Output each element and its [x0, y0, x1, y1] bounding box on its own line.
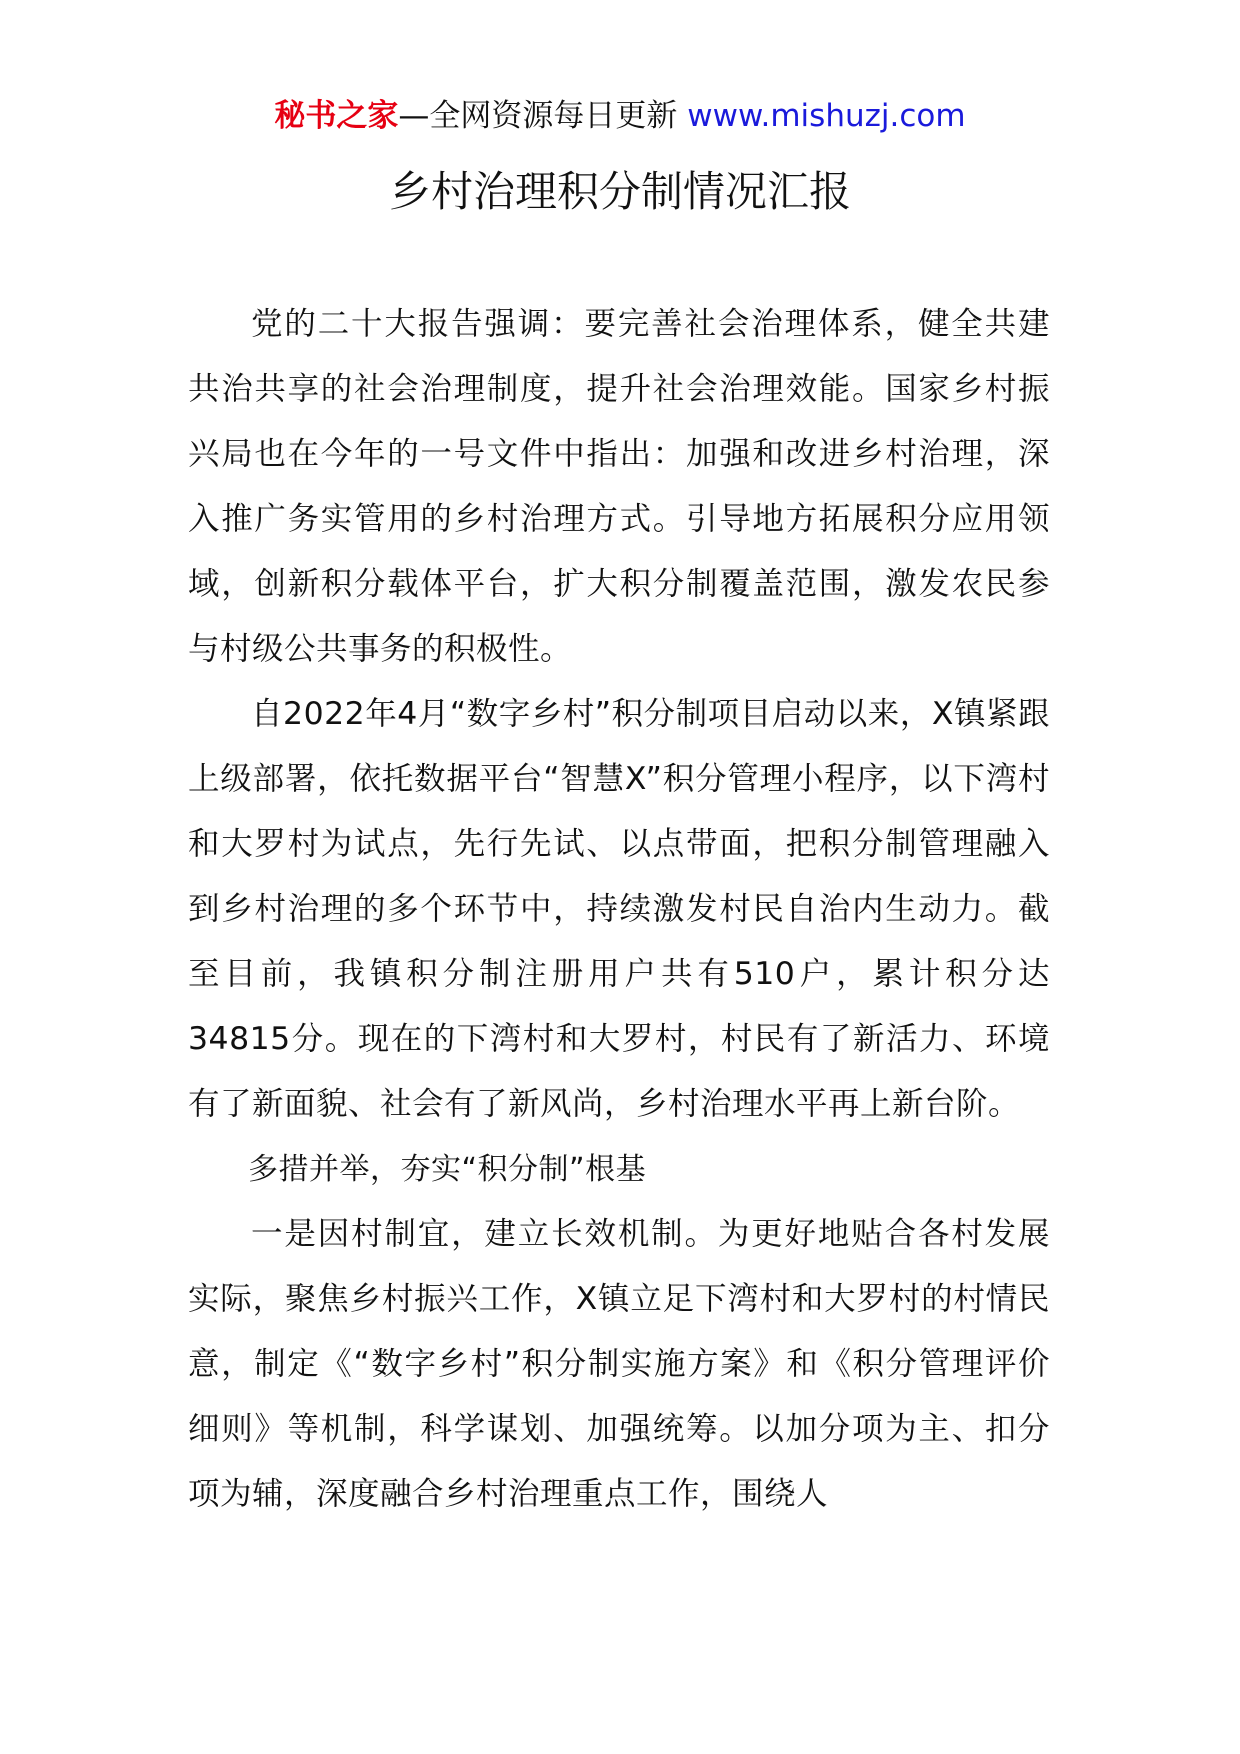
document-body — [188, 292, 1050, 1527]
brand-name: 秘书之家 — [274, 98, 399, 134]
paragraph-progress: 自2022年4月“数字乡村”积分制项目启动以来，X镇紧跟上级部署，依托数据平台“智慧X”积分管理小程序，以下湾村和大罗村为试点，先行先试、以点带面，把积分制管理融入到乡村治理的多个环节中，持续激发村民自治内生动力。截至目前，我镇积分制注册用户共有510户，累计积分达34815分。现在的下湾村和大罗村，村民有了新活力、环境有了新面貌、社会有了新风尚，乡村治理水平再上新台阶。 — [188, 696, 1050, 1122]
site-url-link[interactable]: www.mishuzj.com — [687, 98, 966, 134]
document-title: 乡村治理积分制情况汇报 — [388, 167, 851, 216]
paragraph-intro: 党的二十大报告强调：要完善社会治理体系，健全共建共治共享的社会治理制度，提升社会治理效能。国家乡村振兴局也在今年的一号文件中指出：加强和改进乡村治理，深入推广务实管用的乡村治理方式。引导地方拓展积分应用领域，创新积分载体平台，扩大积分制覆盖范围，激发农民参与村级公共事务的积极性。 — [188, 306, 1050, 667]
section-heading: 多措并举，夯实“积分制”根基 — [248, 1152, 647, 1187]
header-tagline: —全网资源每日更新 — [398, 98, 678, 134]
paragraph-measure-one: 一是因村制宜，建立长效机制。为更好地贴合各村发展实际，聚焦乡村振兴工作，X镇立足下湾村和大罗村的村情民意，制定《“数字乡村”积分制实施方案》和《积分管理评价细则》等机制，科学谋划、加强统筹。以加分项为主、扣分项为辅，深度融合乡村治理重点工作，围绕人 — [188, 1216, 1050, 1512]
site-header — [0, 96, 1240, 136]
